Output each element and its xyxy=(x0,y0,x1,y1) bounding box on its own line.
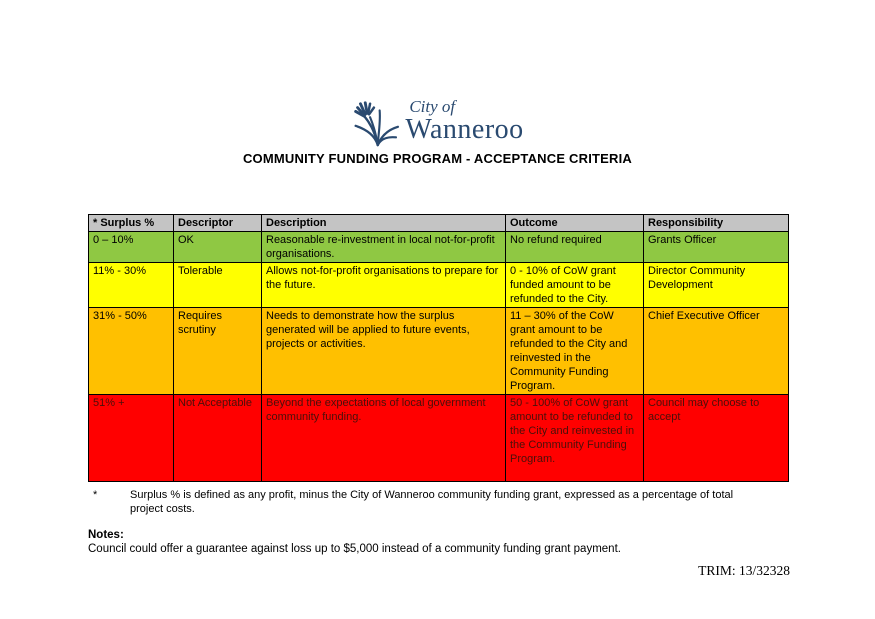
table-row xyxy=(89,308,789,395)
notes-text: Council could offer a guarantee against loss up to $5,000 instead of a community funding grant payment. xyxy=(88,543,621,555)
cell-responsibility: Grants Officer xyxy=(644,232,789,263)
cell-descriptor: Not Acceptable xyxy=(174,395,262,482)
cell-descriptor: Requires scrutiny xyxy=(174,308,262,395)
logo-city-of-text: City of xyxy=(409,97,456,116)
column-header-outcome: Outcome xyxy=(506,215,644,232)
cell-surplus: 11% - 30% xyxy=(89,263,174,308)
trim-reference: TRIM: 13/32328 xyxy=(698,563,790,578)
footnote-asterisk: * xyxy=(93,489,98,501)
cell-description: Needs to demonstrate how the surplus generated will be applied to future events, projects or activities. xyxy=(262,308,506,395)
surplus-footnote xyxy=(88,488,778,516)
cell-outcome: 50 - 100% of CoW grant amount to be refunded to the City and reinvested in the Community Funding Program. xyxy=(506,395,644,482)
notes-heading: Notes: xyxy=(88,529,124,541)
notes-section xyxy=(88,528,788,556)
footnote-text: Surplus % is defined as any profit, minus the City of Wanneroo community funding grant, expressed as a percentage of total project costs. xyxy=(130,489,734,515)
column-header-description: Description xyxy=(262,215,506,232)
cell-outcome: 0 - 10% of CoW grant funded amount to be refunded to the City. xyxy=(506,263,644,308)
cell-responsibility: Director Community Development xyxy=(644,263,789,308)
table-row xyxy=(89,232,789,263)
cell-description: Beyond the expectations of local government community funding. xyxy=(262,395,506,482)
city-of-wanneroo-logo xyxy=(351,96,523,148)
column-header-responsibility: Responsibility xyxy=(644,215,789,232)
cell-surplus: 51% + xyxy=(89,395,174,482)
cell-responsibility: Council may choose to accept xyxy=(644,395,789,482)
cell-outcome: No refund required xyxy=(506,232,644,263)
cell-description: Allows not-for-profit organisations to prepare for the future. xyxy=(262,263,506,308)
acceptance-criteria-table xyxy=(88,214,788,482)
cell-surplus: 31% - 50% xyxy=(89,308,174,395)
table-row xyxy=(89,263,789,308)
kangaroo-paw-plant-icon xyxy=(351,96,399,148)
table-header-row xyxy=(89,215,789,232)
cell-descriptor: Tolerable xyxy=(174,263,262,308)
table-row xyxy=(89,395,789,482)
logo-wordmark xyxy=(405,96,523,144)
column-header-surplus: * Surplus % xyxy=(89,215,174,232)
column-header-descriptor: Descriptor xyxy=(174,215,262,232)
cell-outcome: 11 – 30% of the CoW grant amount to be refunded to the City and reinvested in the Community Funding Program. xyxy=(506,308,644,395)
cell-responsibility: Chief Executive Officer xyxy=(644,308,789,395)
cell-description: Reasonable re-investment in local not-for-profit organisations. xyxy=(262,232,506,263)
logo-wanneroo-text: Wanneroo xyxy=(405,114,524,145)
cell-surplus: 0 – 10% xyxy=(89,232,174,263)
page-title: COMMUNITY FUNDING PROGRAM - ACCEPTANCE CRITERIA xyxy=(242,151,633,166)
cell-descriptor: OK xyxy=(174,232,262,263)
